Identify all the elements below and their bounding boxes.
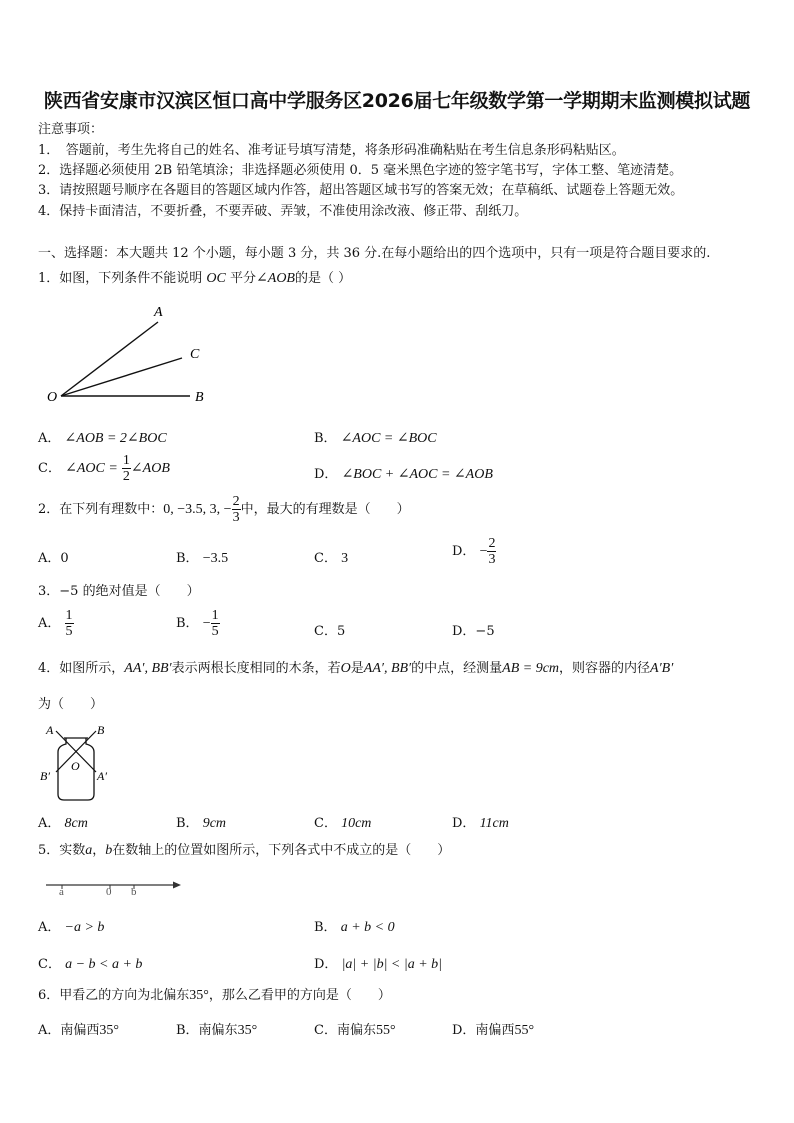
q4-stem-text: 是 — [350, 661, 364, 676]
label-a: a — [59, 886, 64, 898]
option-text: 10cm — [341, 816, 372, 831]
q1-stem-text: 1．如图，下列条件不能说明 — [38, 271, 203, 286]
q4-math: A′B′ — [650, 661, 674, 676]
q4-stem-text: 表示两根长度相同的木条，若 — [171, 661, 341, 676]
option-label: C．南偏东 — [314, 1023, 376, 1038]
q6-option-b — [176, 1019, 257, 1039]
q1-oc: OC — [206, 271, 226, 286]
numerator: 1 — [122, 453, 130, 468]
numerator: 1 — [65, 608, 73, 623]
label-o: O — [47, 390, 58, 405]
q6-option-c — [314, 1019, 396, 1039]
q6-degree: 35° — [189, 988, 209, 1003]
q1-stem-text: 平分 — [230, 271, 257, 286]
q2-option-a: A．0 — [38, 551, 69, 566]
ray-oa — [61, 322, 158, 396]
q5-stem — [38, 843, 450, 859]
q3-option-c: C．5 — [314, 624, 346, 639]
q5-option-c — [38, 953, 142, 973]
denominator: 3 — [232, 510, 240, 525]
option-text: ∠AOB — [130, 461, 170, 476]
option-label: D．南偏西 — [452, 1023, 515, 1038]
q1-option-a — [38, 427, 167, 447]
fraction — [211, 608, 220, 639]
q6-stem — [38, 988, 391, 1004]
option-label: C． — [38, 461, 61, 476]
label-b: B — [195, 390, 204, 405]
q1-option-d — [314, 463, 493, 483]
option-label: B．南偏东 — [176, 1023, 238, 1038]
q3-option-a — [38, 608, 74, 639]
option-text: −a > b — [64, 920, 105, 935]
denominator: 5 — [211, 624, 219, 639]
q4-option-b — [176, 812, 226, 832]
q6-option-a — [38, 1019, 119, 1039]
q3-option-b — [176, 608, 220, 639]
q5-var-a: a — [85, 843, 93, 858]
option-text: − — [479, 544, 488, 559]
q4-stem-text: ，则容器的内径 — [559, 661, 651, 676]
q2-stem-text: 中，最大的有理数是（ ） — [240, 502, 410, 517]
q4-container-figure — [36, 720, 116, 806]
q1-option-b — [314, 427, 437, 447]
option-degree: 55° — [375, 1023, 396, 1038]
q1-angle-figure — [40, 300, 230, 410]
q4-math: AA′, BB′ — [363, 661, 412, 676]
notice-item: 2．选择题必须使用 2B 铅笔填涂；非选择题必须使用 0．5 毫米黑色字迹的签字笔书写，字体工整、笔迹清楚。 — [38, 163, 683, 178]
q4-option-c — [314, 812, 371, 832]
q5-number-line — [40, 872, 190, 902]
numerator: 2 — [488, 536, 496, 551]
q4-stem-text: 4．如图所示， — [38, 661, 125, 676]
q3-option-d: D．−5 — [452, 624, 495, 639]
option-text: −3.5 — [202, 551, 229, 566]
option-degree: 35° — [237, 1023, 258, 1038]
option-label: B． — [314, 920, 337, 935]
option-text: 11cm — [479, 816, 509, 831]
section-heading: 一、选择题：本大题共 12 个小题，每小题 3 分，共 36 分.在每小题给出的四个选项中，只有一项是符合题目要求的. — [38, 246, 711, 261]
q5-stem-text: 在数轴上的位置如图所示，下列各式中不成立的是（ ） — [112, 843, 451, 858]
exam-title: 陕西省安康市汉滨区恒口高中学服务区2026届七年级数学第一学期期末监测模拟试题 — [43, 90, 751, 112]
q1-stem-text: 的是（ ） — [294, 271, 352, 286]
option-text: ∠AOC = ∠BOC — [340, 431, 437, 446]
q5-option-d — [314, 953, 442, 973]
option-label: A． — [38, 616, 61, 631]
option-label: B． — [176, 816, 199, 831]
option-text: 3 — [341, 551, 349, 566]
q2-option-c — [314, 547, 348, 567]
option-label: B． — [176, 551, 199, 566]
option-text: ∠BOC + ∠AOC = ∠AOB — [341, 467, 493, 482]
option-label: B． — [176, 616, 199, 631]
q4-math: O — [340, 661, 351, 676]
notice-item: 3．请按照题号顺序在各题目的答题区域内作答，超出答题区域书写的答案无效；在草稿纸、试题卷上答题无效。 — [38, 183, 684, 198]
q2-numbers: 0, −3.5, 3, − — [163, 502, 232, 517]
option-label: B． — [314, 431, 337, 446]
q4-option-a — [38, 812, 88, 832]
option-label: A． — [38, 816, 61, 831]
ray-oc — [61, 358, 182, 396]
label-b-prime: B′ — [40, 769, 50, 783]
option-label: A．南偏西 — [38, 1023, 100, 1038]
option-text: a − b < a + b — [65, 957, 143, 972]
q4-stem-line2: 为（ ） — [38, 697, 104, 712]
q5-var-b: b — [105, 843, 113, 858]
q6-stem-text: 6．甲看乙的方向为北偏东 — [38, 988, 190, 1003]
option-label: D． — [314, 957, 338, 972]
option-label: D． — [314, 467, 338, 482]
fraction — [487, 536, 496, 567]
denominator: 3 — [488, 552, 496, 567]
option-text: − — [202, 616, 211, 631]
axis-arrow — [173, 882, 181, 889]
q4-stem-text: 的中点，经测量 — [411, 661, 503, 676]
fraction — [122, 453, 131, 484]
option-text: ∠AOB = 2∠BOC — [64, 431, 167, 446]
label-zero: 0 — [106, 886, 112, 898]
option-label: C． — [38, 957, 61, 972]
fraction — [232, 494, 241, 525]
q2-stem — [38, 494, 410, 525]
q5-option-a — [38, 916, 104, 936]
option-label: D． — [452, 544, 476, 559]
q5-stem-text: ， — [92, 843, 106, 858]
fraction — [65, 608, 74, 639]
option-text: a + b < 0 — [340, 920, 395, 935]
label-b: b — [131, 886, 137, 898]
q2-stem-text: 2．在下列有理数中： — [38, 502, 164, 517]
option-label: A． — [38, 920, 61, 935]
option-label: D． — [452, 816, 476, 831]
option-text: 9cm — [202, 816, 227, 831]
label-c: C — [190, 347, 200, 362]
label-b: B — [97, 723, 105, 737]
numerator: 1 — [211, 608, 219, 623]
q1-option-c — [38, 453, 170, 484]
option-degree: 35° — [99, 1023, 119, 1038]
option-text: |a| + |b| < |a + b| — [341, 957, 443, 972]
q4-math: AB = 9cm — [502, 661, 560, 676]
label-a: A — [154, 305, 163, 320]
q5-stem-text: 5．实数 — [38, 843, 86, 858]
q1-stem — [38, 271, 351, 287]
notice-item: 4．保持卡面清洁，不要折叠，不要弄破、弄皱，不准使用涂改液、修正带、刮纸刀。 — [38, 204, 528, 219]
label-a-prime: A′ — [97, 769, 107, 783]
q4-stem-line1 — [38, 661, 673, 677]
numerator: 2 — [232, 494, 240, 509]
q1-angle: ∠AOB — [256, 271, 295, 286]
q5-option-b — [314, 916, 395, 936]
denominator: 2 — [122, 469, 130, 484]
q6-stem-text: ，那么乙看甲的方向是（ ） — [208, 988, 391, 1003]
label-a: A — [46, 723, 54, 737]
q3-stem: 3．−5 的绝对值是（ ） — [38, 584, 200, 599]
q2-option-d — [452, 536, 496, 567]
denominator: 5 — [65, 624, 73, 639]
option-label: C． — [314, 551, 337, 566]
option-text: ∠AOC = — [65, 461, 118, 476]
label-o: O — [71, 759, 80, 773]
q4-math: AA′, BB′ — [124, 661, 172, 676]
notice-item: 1． 答题前，考生先将自己的姓名、准考证号填写清楚，将条形码准确粘贴在考生信息条形码粘贴区。 — [38, 143, 625, 158]
option-degree: 55° — [514, 1023, 535, 1038]
q4-option-d — [452, 812, 509, 832]
notice-heading: 注意事项： — [38, 122, 104, 137]
option-label: C． — [314, 816, 337, 831]
q2-option-b — [176, 547, 228, 567]
q6-option-d — [452, 1019, 534, 1039]
option-label: A． — [38, 431, 61, 446]
option-text: 8cm — [64, 816, 88, 831]
